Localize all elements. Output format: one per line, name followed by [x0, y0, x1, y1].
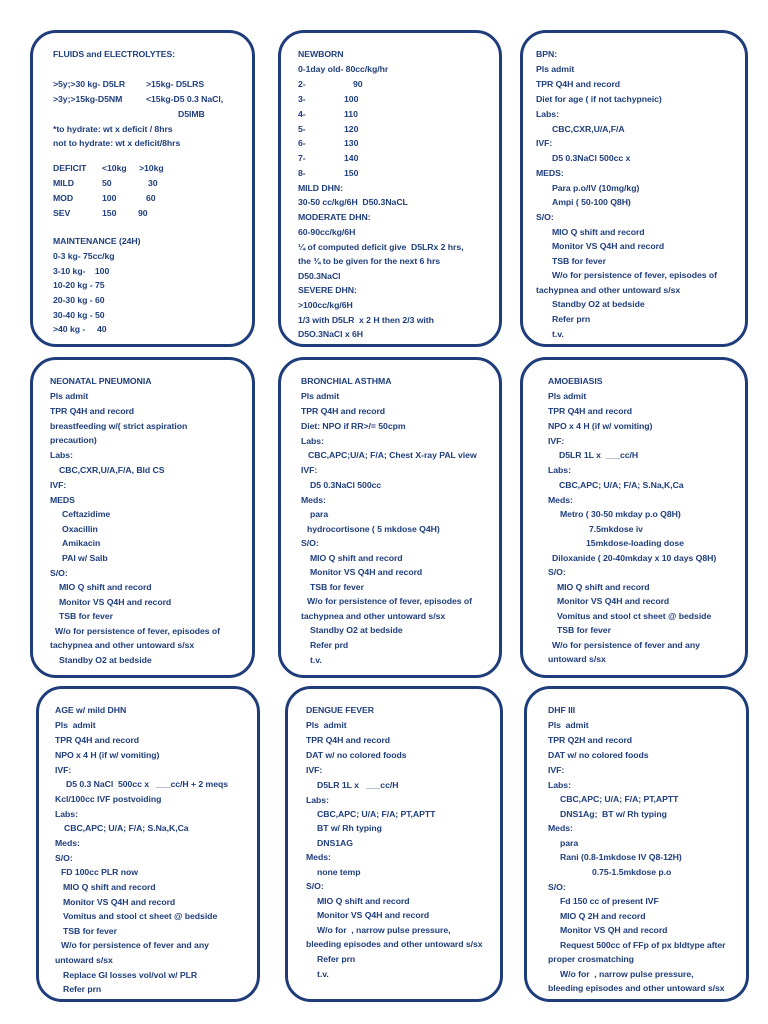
card-line: 8- [298, 168, 306, 178]
card-line: tachypnea and other untoward s/sx [301, 611, 446, 621]
card-line: 100 [102, 193, 117, 203]
card-line: Request 500cc of FFp of px bldtype after [560, 940, 726, 950]
card-line: 30-40 kg - 50 [53, 310, 105, 320]
card-fluids-electrolytes [30, 30, 255, 347]
card-line: BT w/ Rh typing [317, 823, 382, 833]
card-line: >5y;>30 kg- D5LR [53, 79, 126, 89]
card-line: untoward s/sx [548, 654, 606, 664]
card-line: Rani (0.8-1mkdose IV Q8-12H) [560, 852, 682, 862]
card-line: 150 [102, 208, 117, 218]
card-bpn [520, 30, 748, 347]
card-body [288, 689, 500, 999]
card-line: 130 [344, 138, 359, 148]
card-line: CBC,CXR,U/A,F/A, Bld CS [59, 465, 165, 475]
card-line: D5O.3NaCl x 6H [298, 329, 363, 339]
card-age-mild-dhn [36, 686, 260, 1002]
card-title: NEWBORN [298, 49, 344, 59]
card-line: Labs: [301, 436, 324, 446]
card-line: IVF: [55, 765, 72, 775]
card-line: CBC,APC; U/A; F/A; PT,APTT [317, 809, 436, 819]
card-line: Para p.o/IV (10mg/kg) [552, 183, 640, 193]
card-line: 3-10 kg- 100 [53, 266, 110, 276]
card-line: t.v. [310, 655, 322, 665]
card-line: S/O: [536, 212, 554, 222]
card-line: W/o for , narrow pulse pressure, [317, 925, 451, 935]
card-line: t.v. [552, 329, 564, 339]
card-line: Labs: [548, 465, 571, 475]
card-line: Monitor VS Q4H and record [310, 567, 423, 577]
card-line: IVF: [548, 436, 565, 446]
card-line: MOD [53, 193, 74, 203]
card-title: AMOEBIASIS [548, 376, 603, 386]
card-line: Pls admit [536, 64, 575, 74]
card-line: TPR Q4H and record [50, 406, 135, 416]
card-line: Metro ( 30-50 mkday p.o Q8H) [560, 509, 681, 519]
card-line: TPR Q4H and record [55, 735, 140, 745]
card-line: Monitor VS Q4H and record [552, 241, 665, 251]
card-title: BPN: [536, 49, 558, 59]
card-line: 7- [298, 153, 306, 163]
card-line: W/o for persistence of fever and any [552, 640, 700, 650]
card-line: CBC,APC; U/A; F/A; S.Na,K,Ca [559, 480, 684, 490]
card-body [39, 689, 257, 999]
card-line: IVF: [536, 138, 553, 148]
card-line: 120 [344, 124, 359, 134]
card-title: BRONCHIAL ASTHMA [301, 376, 392, 386]
card-line: NPO x 4 H (if w/ vomiting) [55, 750, 160, 760]
card-line: >40 kg - 40 [53, 324, 107, 334]
card-line: Meds: [301, 495, 326, 505]
card-line: 100 [344, 94, 359, 104]
card-body [281, 33, 499, 344]
card-line: Pls admit [548, 720, 589, 730]
card-line: Meds: [306, 852, 331, 862]
card-line: DAT w/ no colored foods [306, 750, 407, 760]
card-line: W/o for persistence of fever and any [61, 940, 209, 950]
card-line: TPR Q4H and record [536, 79, 621, 89]
card-line: Vomitus and stool ct sheet @ bedside [63, 911, 218, 921]
card-line: S/O: [301, 538, 319, 548]
card-line: Labs: [306, 795, 329, 805]
card-line: DNS1AG [317, 838, 353, 848]
card-line: Refer prn [317, 954, 356, 964]
card-line: Monitor VS Q4H and record [63, 897, 176, 907]
card-line: DAT w/ no colored foods [548, 750, 649, 760]
card-line: 90 [353, 79, 363, 89]
card-line: MILD DHN: [298, 183, 343, 193]
card-line: TPR Q4H and record [301, 406, 386, 416]
card-line: Ceftazidime [62, 509, 111, 519]
card-line: 60-90cc/kg/6H [298, 227, 356, 237]
card-line: 90 [138, 208, 148, 218]
card-line: S/O: [548, 567, 566, 577]
card-line: 30-50 cc/kg/6H D50.3NaCL [298, 197, 408, 207]
card-line: MEDS: [536, 168, 564, 178]
card-line: S/O: [50, 568, 68, 578]
card-line: SEVERE DHN: [298, 285, 357, 295]
card-line: CBC,APC; U/A; F/A; PT,APTT [560, 794, 679, 804]
card-line: Meds: [55, 838, 80, 848]
card-body [33, 33, 252, 344]
card-line: 50 [102, 178, 112, 188]
card-line: 60 [146, 193, 156, 203]
card-line: ¼ of computed deficit give D5LRx 2 hrs, [298, 242, 464, 252]
card-line: >100cc/kg/6H [298, 300, 353, 310]
card-line: 3- [298, 94, 306, 104]
card-line: 10-20 kg - 75 [53, 280, 105, 290]
card-line: Pls admit [548, 391, 587, 401]
card-line: 6- [298, 138, 306, 148]
card-line: 5- [298, 124, 306, 134]
card-line: Standby O2 at bedside [59, 655, 152, 665]
card-line: 0-1day old- 80cc/kg/hr [298, 64, 389, 74]
card-line: IVF: [301, 465, 318, 475]
card-line: Monitor VS Q4H and record [59, 597, 172, 607]
card-line: 7.5mkdose iv [589, 524, 643, 534]
card-line: MIO Q shift and record [59, 582, 152, 592]
card-line: Monitor VS Q4H and record [557, 596, 670, 606]
card-body [33, 360, 252, 675]
card-line: Monitor VS Q4H and record [317, 910, 430, 920]
card-line: MEDS [50, 495, 75, 505]
card-line: MIO Q shift and record [317, 896, 410, 906]
card-line: Kcl/100cc IVF postvoiding [55, 794, 162, 804]
card-line: Refer prn [552, 314, 591, 324]
card-line: Oxacillin [62, 524, 98, 534]
card-body [527, 689, 746, 999]
card-line: tachypnea and other untoward s/sx [50, 640, 195, 650]
card-line: para [560, 838, 579, 848]
card-title: NEONATAL PNEUMONIA [50, 376, 152, 386]
card-line: MIO Q shift and record [552, 227, 645, 237]
card-line: 0.75-1.5mkdose p.o [592, 867, 672, 877]
card-neonatal-pneumonia [30, 357, 255, 678]
card-line: MIO Q shift and record [63, 882, 156, 892]
card-line: NPO x 4 H (if w/ vomiting) [548, 421, 653, 431]
card-line: MAINTENANCE (24H) [53, 236, 141, 246]
card-line: D5LR 1L x ___cc/H [317, 780, 399, 790]
card-line: 30 [148, 178, 158, 188]
card-line: bleeding episodes and other untoward s/sx [306, 939, 483, 949]
card-title: DENGUE FEVER [306, 705, 374, 715]
card-line: Replace GI losses vol/vol w/ PLR [63, 970, 198, 980]
card-line: Meds: [548, 495, 573, 505]
card-line: Standby O2 at bedside [552, 299, 645, 309]
card-line: MILD [53, 178, 75, 188]
card-line: untoward s/sx [55, 955, 113, 965]
card-line: Refer prd [310, 640, 349, 650]
card-line: 15mkdose-loading dose [586, 538, 684, 548]
card-line: W/o for persistence of fever, episodes of [552, 270, 717, 280]
card-line: Amikacin [62, 538, 101, 548]
card-line: CBC,CXR,U/A,F/A [552, 124, 625, 134]
card-line: Pls admit [306, 720, 347, 730]
card-line: W/o for persistence of fever, episodes of [307, 596, 472, 606]
card-line: Pls admit [50, 391, 89, 401]
card-line: 1/3 with D5LR x 2 H then 2/3 with [298, 315, 434, 325]
card-line: precaution) [50, 435, 97, 445]
card-body [523, 360, 745, 675]
card-line: Ampi ( 50-100 Q8H) [552, 197, 631, 207]
card-line: TSB for fever [59, 611, 113, 621]
card-body [281, 360, 499, 675]
card-line: TSB for fever [552, 256, 606, 266]
card-line: 110 [344, 109, 358, 119]
card-title: FLUIDS and ELECTROLYTES: [53, 49, 176, 59]
card-line: not to hydrate: wt x deficit/8hrs [53, 138, 181, 148]
card-line: MIO Q 2H and record [560, 911, 646, 921]
card-line: D5LR 1L x ___cc/H [559, 450, 639, 460]
card-line: Diloxanide ( 20-40mkday x 10 days Q8H) [552, 553, 717, 563]
card-dengue-fever [285, 686, 503, 1002]
card-line: >10kg [139, 163, 164, 173]
card-line: Labs: [55, 809, 78, 819]
card-line: Standby O2 at bedside [310, 625, 403, 635]
card-line: Pls admit [55, 720, 96, 730]
card-line: Diet for age ( if not tachypneic) [536, 94, 662, 104]
card-line: TPR Q4H and record [306, 735, 391, 745]
card-line: breastfeeding w/( strict aspiration [50, 421, 188, 431]
card-newborn [278, 30, 502, 347]
card-line: S/O: [548, 882, 566, 892]
card-line: TPR Q2H and record [548, 735, 633, 745]
card-line: hydrocortisone ( 5 mkdose Q4H) [307, 524, 440, 534]
card-line: SEV [53, 208, 71, 218]
card-line: IVF: [50, 480, 67, 490]
card-line: S/O: [55, 853, 73, 863]
card-line: TSB for fever [557, 625, 611, 635]
card-line: Vomitus and stool ct sheet @ bedside [557, 611, 712, 621]
card-line: tachypnea and other untoward s/sx [536, 285, 681, 295]
card-line: 0-3 kg- 75cc/kg [53, 251, 115, 261]
card-line: 4- [298, 109, 306, 119]
card-line: <15kg-D5 0.3 NaCl, [146, 94, 224, 104]
card-line: Refer prn [63, 984, 102, 994]
card-line: D50.3NaCl [298, 271, 341, 281]
card-line: CBC,APC;U/A; F/A; Chest X-ray PAL view [308, 450, 477, 460]
card-line: para [310, 509, 329, 519]
card-title: DHF III [548, 705, 576, 715]
card-line: S/O: [306, 881, 324, 891]
card-line: W/o for , narrow pulse pressure, [560, 969, 694, 979]
card-amoebiasis [520, 357, 748, 678]
card-line: t.v. [317, 969, 329, 979]
card-line: Pls admit [301, 391, 340, 401]
card-line: Diet: NPO if RR>/= 50cpm [301, 421, 406, 431]
card-line: Labs: [50, 450, 73, 460]
card-line: W/o for persistence of fever, episodes of [55, 626, 220, 636]
card-line: TPR Q4H and record [548, 406, 633, 416]
card-line: *to hydrate: wt x deficit / 8hrs [53, 124, 173, 134]
card-line: >15kg- D5LRS [146, 79, 205, 89]
card-line: 2- [298, 79, 306, 89]
card-line: Meds: [548, 823, 573, 833]
card-line: Labs: [548, 780, 571, 790]
card-line: D5 0.3 NaCl 500cc x ___cc/H + 2 meqs [66, 779, 229, 789]
card-line: the ¾ to be given for the next 6 hrs [298, 256, 441, 266]
card-line: DEFICIT [53, 163, 87, 173]
card-line: IVF: [548, 765, 565, 775]
card-line: DNS1Ag; BT w/ Rh typing [560, 809, 667, 819]
card-line: Fd 150 cc of present IVF [560, 896, 659, 906]
card-line: TSB for fever [63, 926, 117, 936]
card-body [523, 33, 745, 344]
card-line: IVF: [306, 765, 323, 775]
card-line: PAI w/ Salb [62, 553, 108, 563]
card-line: 140 [344, 153, 359, 163]
card-line: >3y;>15kg-D5NM [53, 94, 123, 104]
card-line: 20-30 kg - 60 [53, 295, 105, 305]
card-line: CBC,APC; U/A; F/A; S.Na,K,Ca [64, 823, 189, 833]
card-line: 150 [344, 168, 359, 178]
card-line: D5 0.3NaCl 500cc x [552, 153, 631, 163]
card-line: D5 0.3NaCl 500cc [310, 480, 382, 490]
card-line: D5IMB [178, 109, 205, 119]
card-line: TSB for fever [310, 582, 364, 592]
card-line: Monitor VS QH and record [560, 925, 668, 935]
card-line: FD 100cc PLR now [61, 867, 138, 877]
card-line: none temp [317, 867, 361, 877]
card-line: bleeding episodes and other untoward s/sx [548, 983, 725, 993]
card-line: MIO Q shift and record [557, 582, 650, 592]
card-title: AGE w/ mild DHN [55, 705, 127, 715]
card-line: <10kg [102, 163, 127, 173]
card-dhf-iii [524, 686, 749, 1002]
card-bronchial-asthma [278, 357, 502, 678]
card-line: Labs: [536, 109, 559, 119]
card-line: MIO Q shift and record [310, 553, 403, 563]
card-line: MODERATE DHN: [298, 212, 371, 222]
card-line: proper crosmatching [548, 954, 634, 964]
